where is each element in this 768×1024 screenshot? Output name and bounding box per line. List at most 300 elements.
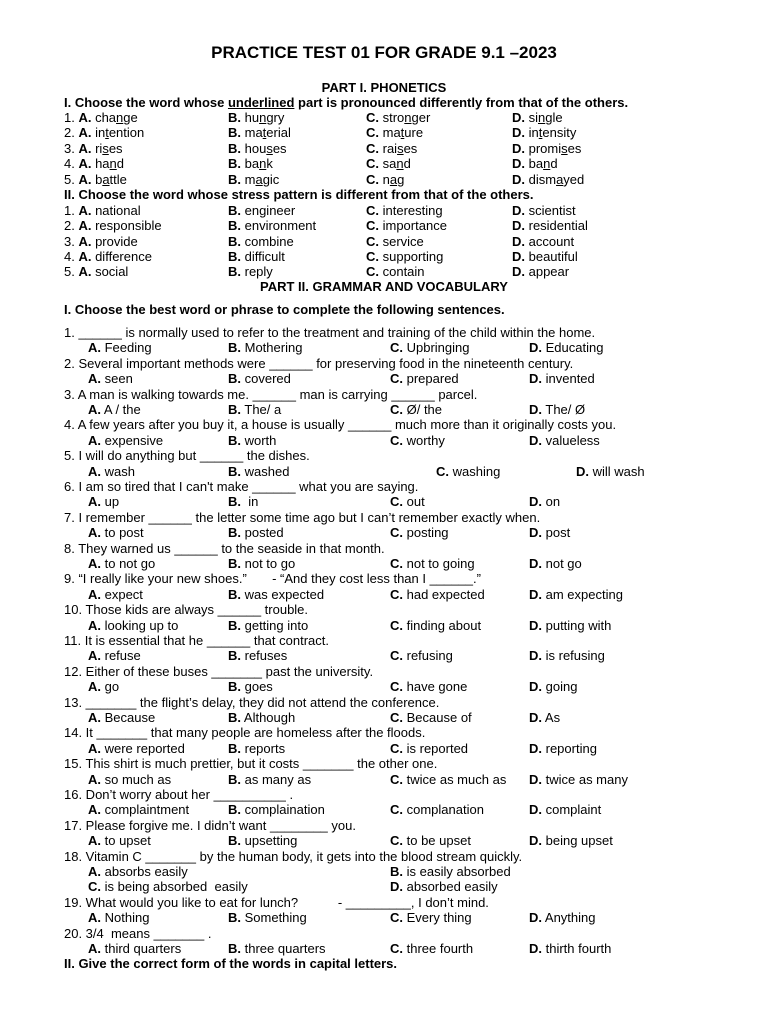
answer-option: C. Upbringing: [390, 340, 470, 355]
question-text: 19. What would you like to eat for lunch? - _________, I don’t mind.: [64, 895, 489, 910]
question-text: 18. Vitamin C _______ by the human body, it gets into the blood stream quickly.: [64, 849, 523, 864]
answer-option: C. washing: [436, 464, 501, 479]
answer-option: B. goes: [228, 679, 273, 694]
answer-option: C. is reported: [390, 741, 469, 756]
question-stem: [0, 448, 768, 464]
option-letter: B.: [228, 141, 241, 156]
answer-option: D. thirth fourth: [529, 941, 612, 956]
option-letter: B.: [228, 172, 241, 187]
option-letter: B.: [228, 741, 241, 756]
option-letter: D.: [576, 464, 589, 479]
answer-option: B. refuses: [228, 648, 288, 663]
option-letter: A.: [78, 172, 92, 187]
option-letter: C.: [390, 710, 403, 725]
option-letter: C.: [366, 234, 379, 249]
stress-row: [0, 203, 768, 219]
answer-option: B. not to go: [228, 556, 296, 571]
answer-option: A. expect: [88, 587, 143, 602]
phonetics-row: [0, 125, 768, 141]
underlined-part: n: [259, 156, 267, 171]
phonetics-option: 3. A. rises: [64, 141, 123, 156]
option-letter: C.: [88, 879, 101, 894]
option-letter: B.: [228, 110, 241, 125]
answer-option: A. seen: [88, 371, 133, 386]
phonetics-option: C. stronger: [366, 110, 431, 125]
question-options: [0, 340, 768, 356]
option-letter: A.: [78, 156, 92, 171]
question-text: 12. Either of these buses _______ past the university.: [64, 664, 374, 679]
option-letter: B.: [228, 433, 241, 448]
answer-option: C. posting: [390, 525, 449, 540]
option-letter: B.: [228, 679, 241, 694]
section-heading: II. Give the correct form of the words in capital letters.: [64, 956, 398, 971]
option-letter: B.: [228, 218, 241, 233]
answer-option: C. worthy: [390, 433, 445, 448]
section-heading: I. Choose the word whose underlined part is pronounced differently from that of the others.: [64, 95, 629, 110]
answer-option: B. upsetting: [228, 833, 298, 848]
answer-option: A. were reported: [88, 741, 185, 756]
question-options: [0, 587, 768, 603]
option-letter: D.: [512, 125, 525, 140]
answer-option: A. to post: [88, 525, 144, 540]
answer-option: C. Because of: [390, 710, 472, 725]
question-stem: [0, 356, 768, 372]
question-text: 7. I remember ______ the letter some time ago but I can’t remember exactly when.: [64, 510, 541, 525]
question-text: 4. A few years after you buy it, a house is usually ______ much more than it originally costs you.: [64, 417, 617, 432]
option-letter: D.: [529, 802, 542, 817]
grammar-instruction: [0, 302, 768, 318]
answer-option: D. putting with: [529, 618, 612, 633]
option-letter: A.: [88, 556, 101, 571]
underlined-part: a: [102, 172, 110, 187]
answer-option: B. as many as: [228, 772, 312, 787]
stress-option: C. contain: [366, 264, 425, 279]
phonetics-option: D. intensity: [512, 125, 577, 140]
question-options: [0, 710, 768, 726]
phonetics-row: [0, 172, 768, 188]
phonetics-option: B. bank: [228, 156, 273, 171]
stress-option: B. difficult: [228, 249, 285, 264]
question-stem: [0, 541, 768, 557]
phonetics-option: D. dismayed: [512, 172, 585, 187]
option-letter: A.: [78, 264, 92, 279]
option-letter: D.: [390, 879, 403, 894]
underlined-part: n: [396, 156, 404, 171]
option-letter: B.: [228, 234, 241, 249]
option-letter: A.: [88, 402, 101, 417]
answer-option: C. prepared: [390, 371, 459, 386]
stress-option: 1. A. national: [64, 203, 141, 218]
question-stem: [0, 756, 768, 772]
stress-option: B. reply: [228, 264, 273, 279]
phonetics-option: D. single: [512, 110, 563, 125]
option-letter: A.: [78, 234, 92, 249]
question-options: [0, 371, 768, 387]
phonetics-option: D. band: [512, 156, 558, 171]
option-letter: D.: [512, 203, 525, 218]
stress-option: 5. A. social: [64, 264, 129, 279]
stress-row: [0, 234, 768, 250]
option-letter: C.: [366, 249, 379, 264]
stress-option: C. importance: [366, 218, 447, 233]
question-options: [0, 910, 768, 926]
option-letter: C.: [390, 618, 403, 633]
option-letter: B.: [228, 772, 241, 787]
option-letter: C.: [390, 802, 403, 817]
phonetics-option: 4. A. hand: [64, 156, 125, 171]
answer-option: D. post: [529, 525, 571, 540]
option-letter: A.: [78, 218, 92, 233]
phonetics-option: D. promises: [512, 141, 582, 156]
option-letter: D.: [512, 264, 525, 279]
question-stem: [0, 633, 768, 649]
answer-option: D. valueless: [529, 433, 600, 448]
phonetics-option: B. magic: [228, 172, 280, 187]
part1-heading: [0, 80, 768, 96]
underlined-part: t: [400, 125, 405, 140]
answer-option: D. invented: [529, 371, 595, 386]
option-letter: D.: [512, 110, 525, 125]
phonetics-option: 1. A. change: [64, 110, 138, 125]
answer-option: B. worth: [228, 433, 277, 448]
answer-option: C. not to going: [390, 556, 475, 571]
question-stem: [0, 725, 768, 741]
option-letter: A.: [88, 772, 101, 787]
answer-option: D. reporting: [529, 741, 597, 756]
question-text: 20. 3/4 means _______ .: [64, 926, 212, 941]
answer-option: A. so much as: [88, 772, 172, 787]
option-letter: C.: [390, 494, 403, 509]
answer-option: C. refusing: [390, 648, 453, 663]
answer-option: B. was expected: [228, 587, 325, 602]
answer-option: B. Something: [228, 910, 307, 925]
question-options: [0, 741, 768, 757]
option-letter: D.: [529, 402, 542, 417]
answer-option: A. refuse: [88, 648, 141, 663]
question-options: [0, 802, 768, 818]
option-letter: A.: [88, 340, 101, 355]
answer-option: B. reports: [228, 741, 286, 756]
option-letter: D.: [529, 833, 542, 848]
answer-option: C. out: [390, 494, 425, 509]
option-letter: D.: [529, 741, 542, 756]
answer-option: D. is refusing: [529, 648, 605, 663]
option-letter: D.: [529, 587, 542, 602]
answer-option: B. Mothering: [228, 340, 303, 355]
answer-option: C. finding about: [390, 618, 482, 633]
question-stem: [0, 417, 768, 433]
answer-option: B. Although: [228, 710, 296, 725]
question-options: [0, 879, 768, 895]
answer-option: A. Nothing: [88, 910, 150, 925]
option-letter: B.: [228, 249, 241, 264]
question-stem: [0, 926, 768, 942]
option-letter: A.: [88, 802, 101, 817]
option-letter: B.: [228, 618, 241, 633]
underlined-part: n: [404, 110, 412, 125]
answer-option: B. is easily absorbed: [390, 864, 511, 879]
option-letter: B.: [228, 648, 241, 663]
stress-row: [0, 264, 768, 280]
phonetics-option: 5. A. battle: [64, 172, 127, 187]
underlined-part: s: [561, 141, 568, 156]
stress-instruction: [0, 187, 768, 203]
question-text: 13. _______ the flight’s delay, they did not attend the conference.: [64, 695, 440, 710]
option-letter: C.: [366, 203, 379, 218]
page-title: PRACTICE TEST 01 FOR GRADE 9.1 –2023: [211, 43, 557, 62]
stress-option: B. engineer: [228, 203, 296, 218]
option-letter: B.: [228, 371, 241, 386]
answer-option: D. going: [529, 679, 578, 694]
answer-option: D. The/ Ø: [529, 402, 586, 417]
answer-option: D. on: [529, 494, 561, 509]
question-text: 14. It _______ that many people are homeless after the floods.: [64, 725, 426, 740]
answer-option: C. Ø/ the: [390, 402, 443, 417]
option-letter: D.: [529, 710, 542, 725]
answer-option: C. had expected: [390, 587, 485, 602]
part-heading: PART II. GRAMMAR AND VOCABULARY: [260, 279, 508, 294]
option-letter: D.: [512, 156, 525, 171]
answer-option: A. Feeding: [88, 340, 152, 355]
answer-option: D. As: [529, 710, 561, 725]
phonetics-option: B. material: [228, 125, 291, 140]
question-stem: [0, 602, 768, 618]
stress-row: [0, 249, 768, 265]
question-options: [0, 494, 768, 510]
option-letter: B.: [228, 494, 241, 509]
question-text: 2. Several important methods were ______ for preserving food in the nineteenth century.: [64, 356, 574, 371]
option-letter: B.: [228, 402, 241, 417]
section-heading: II. Choose the word whose stress pattern is different from that of the others.: [64, 187, 534, 202]
option-letter: C.: [390, 910, 403, 925]
stress-option: D. appear: [512, 264, 570, 279]
option-letter: C.: [366, 156, 379, 171]
phonetics-option: B. houses: [228, 141, 287, 156]
stress-option: D. beautiful: [512, 249, 578, 264]
question-text: 10. Those kids are always ______ trouble.: [64, 602, 309, 617]
option-letter: D.: [529, 910, 542, 925]
option-letter: D.: [529, 494, 542, 509]
option-letter: C.: [390, 741, 403, 756]
answer-option: A. complaintment: [88, 802, 190, 817]
stress-option: B. combine: [228, 234, 294, 249]
answer-option: B. in: [228, 494, 259, 509]
answer-option: B. three quarters: [228, 941, 326, 956]
answer-option: D. complaint: [529, 802, 602, 817]
option-letter: A.: [88, 710, 101, 725]
question-options: [0, 433, 768, 449]
answer-option: A. wash: [88, 464, 135, 479]
underlined-part: a: [255, 172, 263, 187]
answer-option: A. expensive: [88, 433, 164, 448]
question-stem: [0, 479, 768, 495]
phonetics-row: [0, 156, 768, 172]
underlined-part: n: [259, 110, 267, 125]
option-letter: A.: [78, 125, 92, 140]
option-letter: C.: [390, 941, 403, 956]
phonetics-row: [0, 110, 768, 126]
question-options: [0, 648, 768, 664]
answer-option: D. Anything: [529, 910, 596, 925]
answer-option: D. am expecting: [529, 587, 623, 602]
option-letter: A.: [88, 371, 101, 386]
option-letter: C.: [436, 464, 449, 479]
option-letter: C.: [390, 648, 403, 663]
option-letter: A.: [78, 141, 92, 156]
option-letter: A.: [88, 941, 101, 956]
option-letter: A.: [88, 833, 101, 848]
underlined-word: underlined: [227, 95, 295, 110]
question-stem: [0, 387, 768, 403]
answer-option: B. covered: [228, 371, 291, 386]
word-form-instruction: [0, 956, 768, 972]
option-letter: A.: [88, 433, 101, 448]
underlined-part: t: [105, 125, 109, 140]
phonetics-option: 2. A. intention: [64, 125, 145, 140]
question-text: 5. I will do anything but ______ the dishes.: [64, 448, 310, 463]
answer-option: D. being upset: [529, 833, 613, 848]
question-text: 11. It is essential that he ______ that contract.: [64, 633, 329, 648]
option-letter: C.: [366, 264, 379, 279]
question-options: [0, 525, 768, 541]
option-letter: C.: [390, 340, 403, 355]
stress-option: C. service: [366, 234, 424, 249]
option-letter: B.: [228, 203, 241, 218]
answer-option: C. complanation: [390, 802, 484, 817]
stress-option: 4. A. difference: [64, 249, 152, 264]
underlined-part: t: [538, 125, 543, 140]
option-letter: C.: [390, 402, 403, 417]
option-letter: B.: [228, 941, 241, 956]
option-letter: A.: [88, 464, 101, 479]
phonetics-option: C. raises: [366, 141, 418, 156]
option-letter: B.: [228, 556, 241, 571]
option-letter: B.: [228, 525, 241, 540]
answer-option: A. Because: [88, 710, 156, 725]
underlined-part: a: [389, 172, 398, 187]
option-letter: A.: [88, 587, 101, 602]
section-heading: I. Choose the best word or phrase to complete the following sentences.: [64, 302, 505, 317]
question-options: [0, 464, 768, 480]
option-letter: D.: [512, 249, 525, 264]
option-letter: B.: [228, 910, 241, 925]
option-letter: D.: [529, 618, 542, 633]
question-text: 1. ______ is normally used to refer to the treatment and training of the child within the home.: [64, 325, 596, 340]
option-letter: D.: [529, 340, 542, 355]
option-letter: A.: [88, 494, 101, 509]
underlined-part: s: [397, 141, 404, 156]
stress-option: D. scientist: [512, 203, 576, 218]
question-text: 16. Don’t worry about her __________ .: [64, 787, 294, 802]
answer-option: D. will wash: [576, 464, 645, 479]
question-options: [0, 402, 768, 418]
question-stem: [0, 849, 768, 865]
option-letter: B.: [228, 802, 241, 817]
option-letter: A.: [88, 864, 101, 879]
option-letter: A.: [78, 110, 92, 125]
option-letter: C.: [390, 587, 403, 602]
option-letter: C.: [390, 433, 403, 448]
underlined-part: a: [556, 172, 564, 187]
answer-option: C. three fourth: [390, 941, 474, 956]
answer-option: A. absorbs easily: [88, 864, 188, 879]
question-text: 15. This shirt is much prettier, but it costs _______ the other one.: [64, 756, 438, 771]
question-text: 3. A man is walking towards me. ______ man is carrying ______ parcel.: [64, 387, 478, 402]
stress-option: 3. A. provide: [64, 234, 138, 249]
answer-option: B. complaination: [228, 802, 325, 817]
option-letter: B.: [390, 864, 403, 879]
option-letter: D.: [529, 648, 542, 663]
question-stem: [0, 325, 768, 341]
phonetics-option: C. mature: [366, 125, 424, 140]
answer-option: B. The/ a: [228, 402, 282, 417]
option-letter: C.: [390, 772, 403, 787]
option-letter: C.: [366, 141, 379, 156]
option-letter: D.: [512, 172, 525, 187]
answer-option: A. to not go: [88, 556, 156, 571]
stress-row: [0, 218, 768, 234]
option-letter: D.: [512, 234, 525, 249]
answer-option: A. looking up to: [88, 618, 179, 633]
answer-option: D. Educating: [529, 340, 604, 355]
option-letter: C.: [366, 218, 379, 233]
question-text: 8. They warned us ______ to the seaside in that month.: [64, 541, 385, 556]
question-options: [0, 941, 768, 957]
question-text: 17. Please forgive me. I didn’t want ________ you.: [64, 818, 356, 833]
answer-option: C. to be upset: [390, 833, 471, 848]
option-letter: C.: [366, 172, 379, 187]
answer-option: B. washed: [228, 464, 290, 479]
phonetics-row: [0, 141, 768, 157]
stress-option: C. supporting: [366, 249, 444, 264]
option-letter: A.: [88, 525, 101, 540]
question-options: [0, 556, 768, 572]
answer-option: C. twice as much as: [390, 772, 507, 787]
answer-option: A. to upset: [88, 833, 151, 848]
option-letter: A.: [78, 203, 92, 218]
option-letter: D.: [529, 556, 542, 571]
answer-option: C. is being absorbed easily: [88, 879, 248, 894]
option-letter: D.: [512, 141, 525, 156]
answer-option: A. up: [88, 494, 120, 509]
underlined-part: t: [262, 125, 267, 140]
option-letter: D.: [529, 679, 542, 694]
underlined-part: s: [102, 141, 109, 156]
question-stem: [0, 664, 768, 680]
question-stem: [0, 510, 768, 526]
answer-option: A. third quarters: [88, 941, 182, 956]
question-options: [0, 772, 768, 788]
option-letter: C.: [390, 525, 403, 540]
option-letter: C.: [390, 371, 403, 386]
phonetics-option: C. sand: [366, 156, 411, 171]
option-letter: D.: [529, 371, 542, 386]
option-letter: A.: [88, 648, 101, 663]
question-options: [0, 864, 768, 880]
option-letter: B.: [228, 710, 241, 725]
option-letter: D.: [512, 218, 525, 233]
answer-option: A. A / the: [88, 402, 141, 417]
underlined-part: n: [538, 110, 546, 125]
underlined-part: n: [109, 156, 117, 171]
answer-option: B. getting into: [228, 618, 309, 633]
option-letter: C.: [390, 679, 403, 694]
stress-option: 2. A. responsible: [64, 218, 162, 233]
phonetics-option: C. nag: [366, 172, 405, 187]
option-letter: B.: [228, 156, 241, 171]
option-letter: C.: [366, 110, 379, 125]
answer-option: D. twice as many: [529, 772, 628, 787]
